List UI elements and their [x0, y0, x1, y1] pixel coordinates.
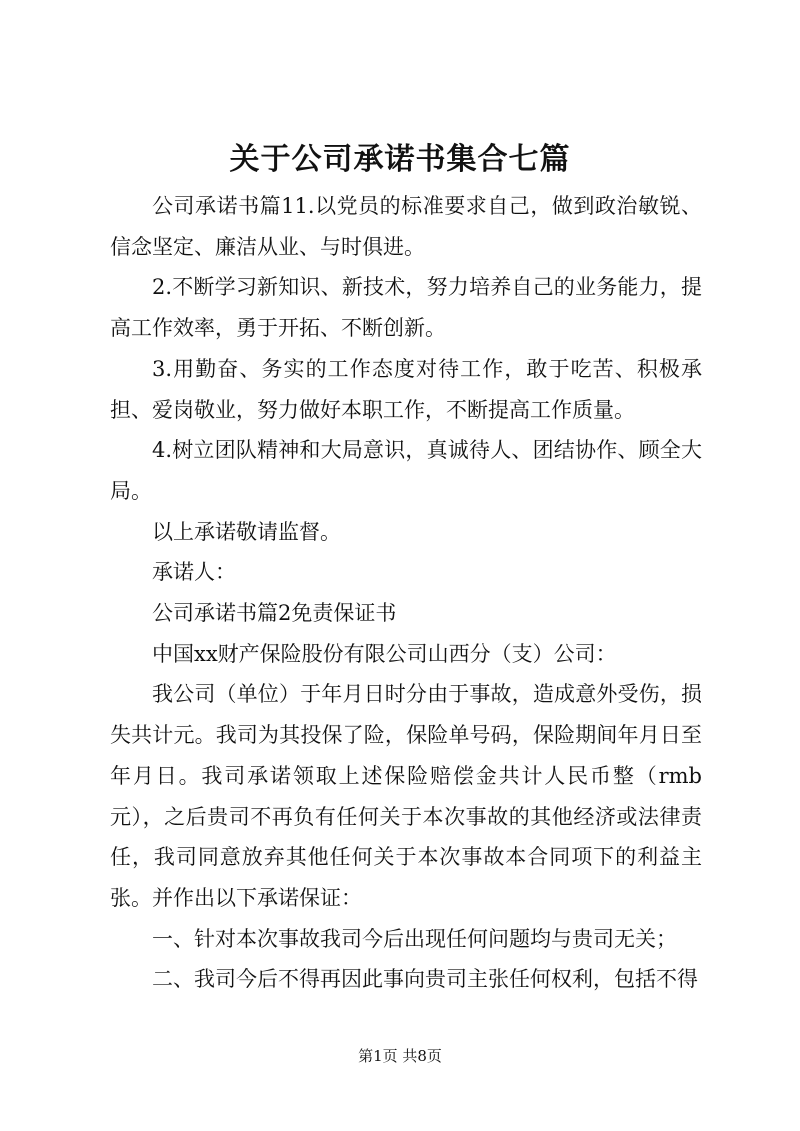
paragraph: 一、针对本次事故我司今后出现任何问题均与贵司无关； [152, 926, 677, 951]
document-body [110, 186, 702, 1000]
document-title: 关于公司承诺书集合七篇 [229, 142, 571, 177]
paragraph: 中国xx财产保险股份有限公司山西分（支）公司： [152, 641, 617, 666]
paragraph: 承诺人： [152, 560, 236, 585]
paragraph: 3.用勤奋、务实的工作态度对待工作，敢于吃苦、积极承担、爱岗敬业，努力做好本职工作，不断提高工作质量。 [110, 356, 702, 422]
paragraph: 以上承诺敬请监督。 [152, 519, 341, 544]
paragraph: 公司承诺书篇2免责保证书 [152, 601, 397, 626]
paragraph: 2.不断学习新知识、新技术，努力培养自己的业务能力，提高工作效率，勇于开拓、不断创新。 [110, 275, 702, 341]
page-footer: 第1页 共8页 [358, 1047, 442, 1065]
paragraph: 4.树立团队精神和大局意识，真诚待人、团结协作、顾全大局。 [110, 438, 702, 503]
paragraph: 公司承诺书篇11.以党员的标准要求自己，做到政治敏锐、信念坚定、廉洁从业、与时俱进。 [110, 194, 702, 259]
paragraph: 二、我司今后不得再因此事向贵司主张任何权利，包括不得 [152, 967, 698, 992]
paragraph: 我公司（单位）于年月日时分由于事故，造成意外受伤，损失共计元。我司为其投保了险，保险单号码，保险期间年月日至年月日。我司承诺领取上述保险赔偿金共计人民币整（rmb元），之后贵司不再负有任何关于本次事故的其他经济或法律责任，我司同意放弃其他任何关于本次事故本合同项下的利益主张。并作出以下承诺保证： [110, 682, 702, 910]
